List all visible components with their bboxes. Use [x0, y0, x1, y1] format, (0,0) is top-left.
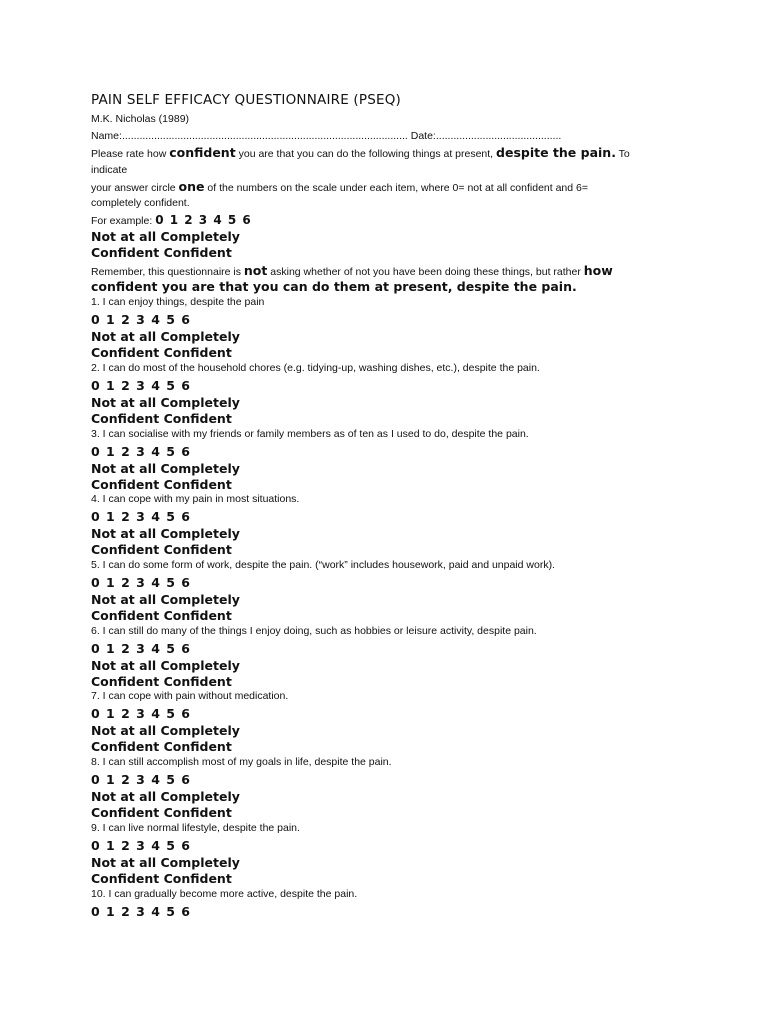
- scale-anchor-bottom: Confident Confident: [91, 739, 232, 754]
- instruction-emphasis: one: [178, 179, 205, 194]
- name-label: Name:: [91, 130, 122, 142]
- name-field[interactable]: ..................................................................................................: [121, 130, 408, 142]
- scale-anchor-top: Not at all Completely: [91, 855, 240, 870]
- question-text: 7. I can cope with pain without medication.: [91, 690, 289, 702]
- question-text: 8. I can still accomplish most of my goals in life, despite the pain.: [91, 756, 392, 768]
- instruction-text: you are that you can do the following things at present,: [235, 148, 497, 160]
- question-text: 1. I can enjoy things, despite the pain: [91, 296, 265, 308]
- question-text: 4. I can cope with my pain in most situations.: [91, 493, 300, 505]
- example-line: [91, 213, 252, 227]
- rating-scale[interactable]: 0 1 2 3 4 5 6: [91, 444, 191, 459]
- scale-anchor-bottom: Confident Confident: [91, 542, 232, 557]
- instruction-text: To: [615, 148, 630, 160]
- example-anchor-line-2: Confident Confident: [91, 245, 232, 260]
- example-label: For example:: [91, 215, 156, 227]
- instruction-emphasis: despite the pain.: [496, 145, 616, 160]
- reminder-emphasis: not: [243, 263, 268, 278]
- reminder-emphasis: how: [583, 263, 613, 278]
- instruction-line-3: [91, 179, 588, 194]
- scale-anchor-top: Not at all Completely: [91, 526, 240, 541]
- rating-scale[interactable]: 0 1 2 3 4 5 6: [91, 378, 191, 393]
- instruction-line-4: completely confident.: [91, 197, 190, 209]
- scale-anchor-bottom: Confident Confident: [91, 345, 232, 360]
- scale-anchor-bottom: Confident Confident: [91, 871, 232, 886]
- date-label: Date:: [410, 130, 436, 142]
- scale-anchor-bottom: Confident Confident: [91, 674, 232, 689]
- example-anchor-line-1: Not at all Completely: [91, 229, 240, 244]
- date-field[interactable]: ...........................................: [435, 130, 562, 142]
- scale-anchor-bottom: Confident Confident: [91, 608, 232, 623]
- question-text: 6. I can still do many of the things I enjoy doing, such as hobbies or leisure activity, despite pain.: [91, 625, 537, 637]
- question-text: 5. I can do some form of work, despite the pain. (“work” includes housework, paid and unpaid work).: [91, 559, 555, 571]
- scale-anchor-bottom: Confident Confident: [91, 411, 232, 426]
- scale-anchor-top: Not at all Completely: [91, 395, 240, 410]
- instruction-text: Please rate how: [91, 148, 170, 160]
- scale-anchor-top: Not at all Completely: [91, 723, 240, 738]
- rating-scale[interactable]: 0 1 2 3 4 5 6: [91, 772, 191, 787]
- name-date-line: [91, 130, 561, 142]
- rating-scale[interactable]: 0 1 2 3 4 5 6: [91, 509, 191, 524]
- rating-scale[interactable]: 0 1 2 3 4 5 6: [91, 838, 191, 853]
- rating-scale[interactable]: 0 1 2 3 4 5 6: [91, 575, 191, 590]
- scale-anchor-top: Not at all Completely: [91, 789, 240, 804]
- rating-scale[interactable]: 0 1 2 3 4 5 6: [91, 641, 191, 656]
- rating-scale[interactable]: 0 1 2 3 4 5 6: [91, 312, 191, 327]
- rating-scale[interactable]: 0 1 2 3 4 5 6: [91, 706, 191, 721]
- question-text: 2. I can do most of the household chores (e.g. tidying-up, washing dishes, etc.), despite the pain.: [91, 362, 540, 374]
- question-text: 9. I can live normal lifestyle, despite the pain.: [91, 822, 300, 834]
- question-text: 10. I can gradually become more active, despite the pain.: [91, 888, 358, 900]
- instruction-text: your answer circle: [91, 182, 179, 194]
- rating-scale[interactable]: 0 1 2 3 4 5 6: [91, 904, 191, 919]
- author-line: M.K. Nicholas (1989): [91, 113, 190, 125]
- instruction-line-1: [91, 145, 630, 160]
- instruction-emphasis: confident: [169, 145, 236, 160]
- example-scale: 0 1 2 3 4 5 6: [155, 213, 252, 227]
- scale-anchor-top: Not at all Completely: [91, 658, 240, 673]
- reminder-text: asking whether of not you have been doing these things, but rather: [267, 266, 584, 278]
- reminder-line-1: [91, 263, 613, 278]
- scale-anchor-top: Not at all Completely: [91, 329, 240, 344]
- question-text: 3. I can socialise with my friends or family members as of ten as I used to do, despite the pain.: [91, 428, 529, 440]
- scale-anchor-top: Not at all Completely: [91, 592, 240, 607]
- scale-anchor-bottom: Confident Confident: [91, 477, 232, 492]
- reminder-text: Remember, this questionnaire is: [91, 266, 244, 278]
- scale-anchor-bottom: Confident Confident: [91, 805, 232, 820]
- reminder-line-2: confident you are that you can do them at present, despite the pain.: [91, 279, 577, 294]
- page-title: PAIN SELF EFFICACY QUESTIONNAIRE (PSEQ): [91, 92, 402, 108]
- instruction-line-2: indicate: [91, 164, 128, 176]
- instruction-text: of the numbers on the scale under each item, where 0= not at all confident and 6=: [204, 182, 588, 194]
- scale-anchor-top: Not at all Completely: [91, 461, 240, 476]
